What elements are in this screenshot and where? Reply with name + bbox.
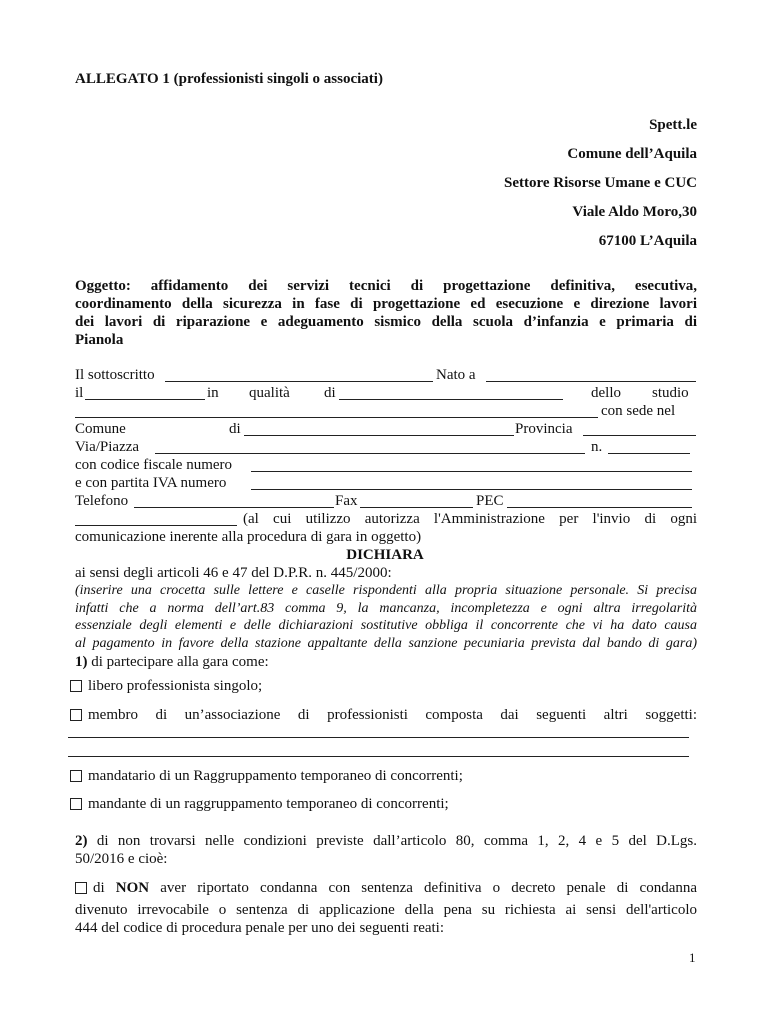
field-codice-fiscale[interactable] xyxy=(251,471,692,472)
dichiara-heading: DICHIARA xyxy=(346,547,424,563)
recipient-line-5: 67100 L’Aquila xyxy=(598,233,697,249)
label-fax: Fax xyxy=(335,493,358,509)
subject-line-3: dei lavori di riparazione e adeguamento sismico della scuola d’infanzia e primaria di xyxy=(75,314,697,330)
point-2-intro-1 xyxy=(75,832,697,850)
field-data-nascita[interactable] xyxy=(85,399,205,400)
field-altri-soggetti-1[interactable] xyxy=(68,737,689,738)
field-provincia[interactable] xyxy=(583,435,696,436)
checkbox-libero-professionista[interactable] xyxy=(70,680,82,692)
label-dello: dello xyxy=(591,385,621,401)
option-membro-associazione-label: membro di un’associazione di professionisti composta dai seguenti altri soggetti: xyxy=(88,707,697,723)
recipient-line-2: Comune dell’Aquila xyxy=(567,146,697,162)
autorizza-text-2: comunicazione inerente alla procedura di gara in oggetto) xyxy=(75,529,422,545)
checkbox-non-condanna[interactable] xyxy=(75,882,87,894)
subject-line-2: coordinamento della sicurezza in fase di progettazione ed esecuzione e direzione lavori xyxy=(75,296,697,312)
recipient-line-4: Viale Aldo Moro,30 xyxy=(572,204,697,220)
label-provincia: Provincia xyxy=(515,421,573,437)
subject-line-4: Pianola xyxy=(75,332,124,348)
field-numero-civico[interactable] xyxy=(608,453,690,454)
point-1-text: di partecipare alla gara come: xyxy=(91,654,269,670)
checkbox-mandante[interactable] xyxy=(70,798,82,810)
page-number: 1 xyxy=(689,950,696,965)
option-membro-associazione xyxy=(70,706,697,724)
label-il: il xyxy=(75,385,84,401)
point-2-text-2: 50/2016 e cioè: xyxy=(75,851,168,867)
dichiara-note-4: al pagamento in favore della stazione appaltante della sanzione pecuniaria prevista dal bando di gara) xyxy=(75,636,697,651)
label-in: in xyxy=(207,385,219,401)
field-indirizzo-comunicazioni[interactable] xyxy=(75,525,237,526)
label-partita-iva: e con partita IVA numero xyxy=(75,475,227,491)
label-di: di xyxy=(324,385,336,401)
checkbox-membro-associazione[interactable] xyxy=(70,709,82,721)
option-non-condanna-text-3: 444 del codice di procedura penale per uno dei seguenti reati: xyxy=(75,920,445,936)
option-non-condanna-bold: NON xyxy=(115,880,150,896)
option-mandatario-label: mandatario di un Raggruppamento temporaneo di concorrenti; xyxy=(88,768,463,784)
label-con-sede-nel: con sede nel xyxy=(601,403,676,419)
label-sottoscritto: Il sottoscritto xyxy=(75,367,155,383)
label-nato-a: Nato a xyxy=(436,367,476,383)
label-via-piazza: Via/Piazza xyxy=(75,439,140,455)
field-sottoscritto[interactable] xyxy=(165,381,433,382)
label-numero-civico: n. xyxy=(591,439,603,455)
field-pec[interactable] xyxy=(507,507,692,508)
field-studio[interactable] xyxy=(75,417,598,418)
autorizza-text-1: (al cui utilizzo autorizza l'Amministrazione per l'invio di ogni xyxy=(243,511,697,527)
option-libero-professionista-label: libero professionista singolo; xyxy=(88,678,263,694)
document-title: ALLEGATO 1 (professionisti singoli o associati) xyxy=(75,71,383,87)
subject-line-1: Oggetto: affidamento dei servizi tecnici di progettazione definitiva, esecutiva, xyxy=(75,278,697,294)
field-altri-soggetti-2[interactable] xyxy=(68,756,689,757)
field-comune[interactable] xyxy=(244,435,514,436)
checkbox-mandatario[interactable] xyxy=(70,770,82,782)
option-mandante-label: mandante di un raggruppamento temporaneo di concorrenti; xyxy=(88,796,449,812)
recipient-line-1: Spett.le xyxy=(649,117,697,133)
field-qualita[interactable] xyxy=(339,399,563,400)
field-nato-a[interactable] xyxy=(486,381,696,382)
field-partita-iva[interactable] xyxy=(251,489,692,490)
dichiara-note-2: infatti che a norma dell’art.83 comma 9, la mancanza, incompletezza e ogni altra irregolarità xyxy=(75,601,697,616)
recipient-line-3: Settore Risorse Umane e CUC xyxy=(503,175,697,191)
label-comune-di: di xyxy=(229,421,241,437)
point-1-number: 1) xyxy=(75,654,88,670)
point-2-number: 2) xyxy=(75,833,88,849)
label-qualita: qualità xyxy=(249,385,290,401)
field-via-piazza[interactable] xyxy=(155,453,585,454)
field-telefono[interactable] xyxy=(134,507,334,508)
option-non-condanna xyxy=(75,879,697,897)
dichiara-sensi: ai sensi degli articoli 46 e 47 del D.P.R. n. 445/2000: xyxy=(75,565,392,581)
option-non-condanna-pre: di xyxy=(93,880,105,896)
dichiara-note-1: (inserire una crocetta sulle lettere e caselle rispondenti alla propria situazione personale. Si precisa xyxy=(75,583,697,598)
option-mandante xyxy=(70,795,449,813)
label-comune: Comune xyxy=(75,421,126,437)
option-non-condanna-text-1: aver riportato condanna con sentenza definitiva o decreto penale di condanna xyxy=(160,880,698,896)
point-1-intro xyxy=(75,653,269,671)
point-2-text-1: di non trovarsi nelle condizioni previste dall’articolo 80, comma 1, 2, 4 e 5 del D.Lgs. xyxy=(96,833,698,849)
option-non-condanna-text-2: divenuto irrevocabile o sentenza di applicazione della pena su richiesta ai sensi dell'articolo xyxy=(75,902,697,918)
label-pec: PEC xyxy=(476,493,504,509)
label-codice-fiscale: con codice fiscale numero xyxy=(75,457,233,473)
field-fax[interactable] xyxy=(360,507,473,508)
option-mandatario xyxy=(70,767,463,785)
dichiara-note-3: essenziale degli elementi e delle dichiarazioni sostitutive obbliga il concorrente che vi ha dato causa xyxy=(75,618,697,633)
label-telefono: Telefono xyxy=(75,493,129,509)
option-libero-professionista xyxy=(70,677,262,695)
label-studio: studio xyxy=(652,385,689,401)
